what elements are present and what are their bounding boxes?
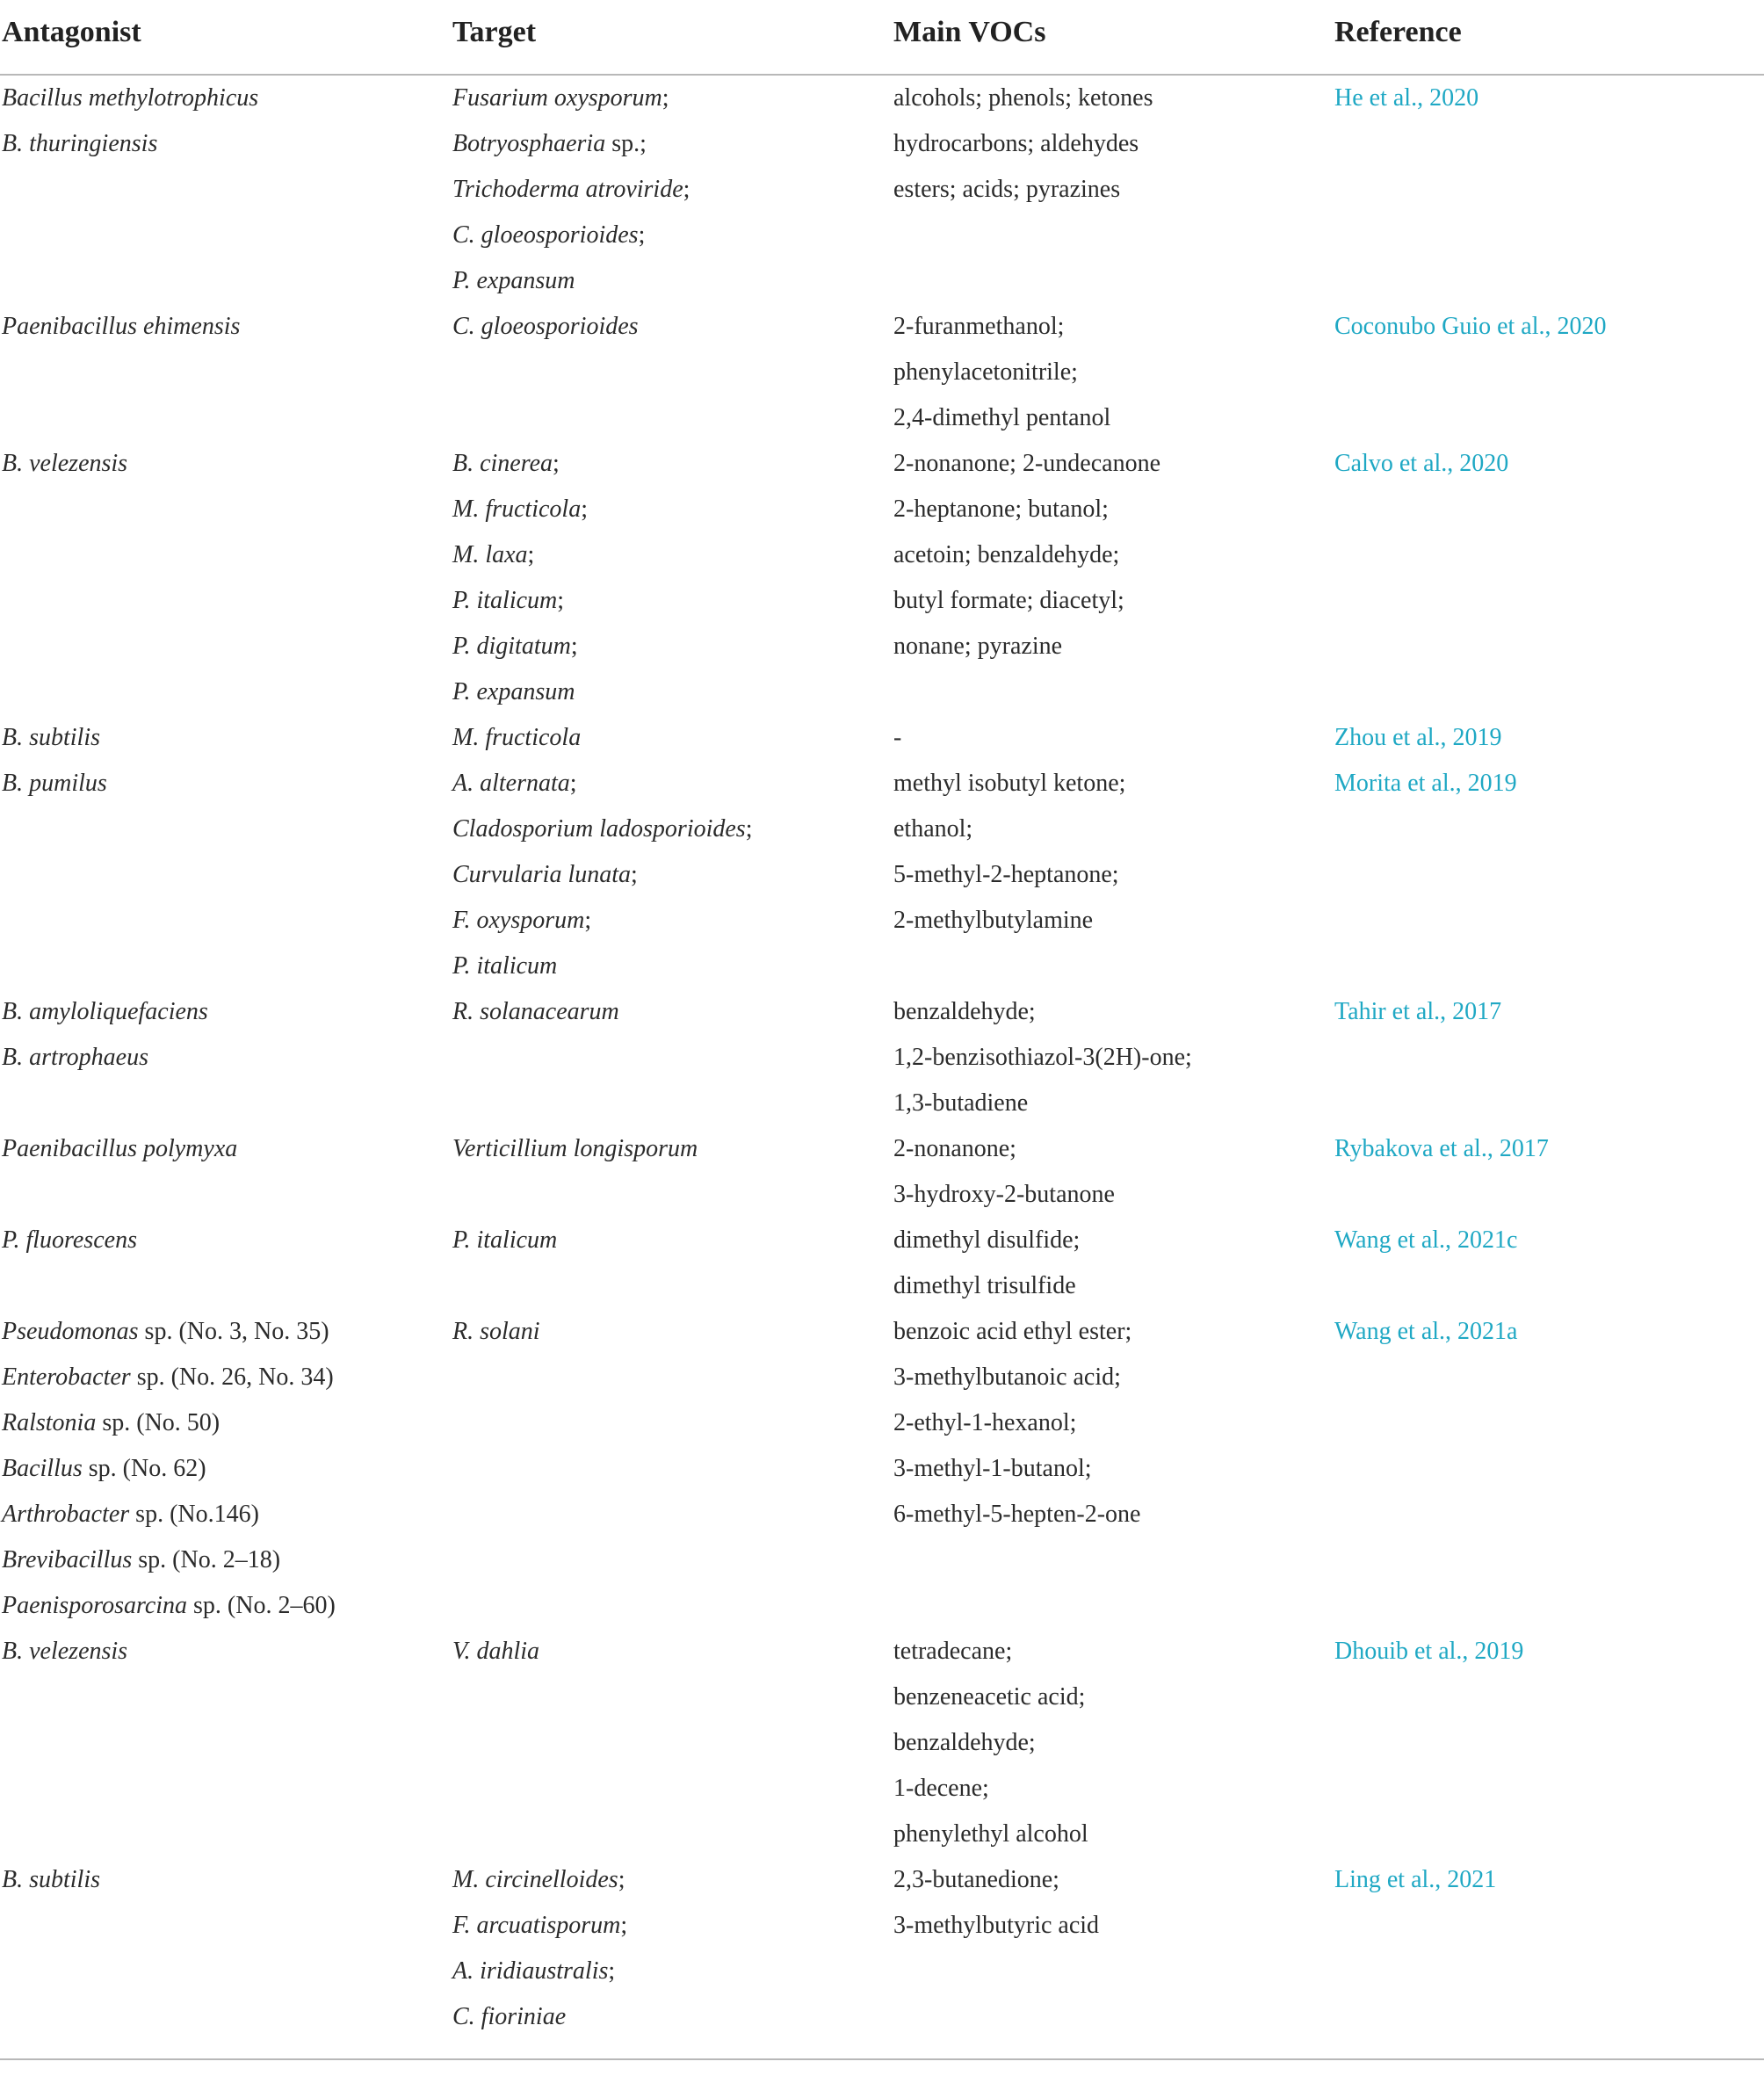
voc-line: benzaldehyde; (893, 1729, 1036, 1756)
voc-line: benzaldehyde; (893, 998, 1036, 1025)
reference-cell (1334, 1309, 1517, 1355)
voc-line: 1,2-benzisothiazol-3(2H)-one; (893, 1044, 1192, 1071)
taxon-name: B. subtilis (2, 1866, 101, 1893)
antagonist-cell (2, 715, 100, 761)
taxon-name: Bacillus methylotrophicus (2, 84, 259, 112)
antagonist-cell-line (2, 1218, 137, 1263)
voc-line: 2,3-butanedione; (893, 1866, 1059, 1893)
voc-line: 1-decene; (893, 1775, 989, 1802)
text-fragment: ; (527, 541, 535, 568)
voc-line: 2-methylbutylamine (893, 907, 1094, 934)
text-fragment: ; (620, 1912, 628, 1939)
taxon-name: Brevibacillus (2, 1546, 133, 1573)
vocs-cell (893, 304, 1110, 441)
vocs-cell (893, 989, 1192, 1126)
voc-line: alcohols; phenols; ketones (893, 84, 1153, 112)
voc-line: 3-methyl-1-butanol; (893, 1455, 1092, 1482)
target-cell-line (452, 1994, 627, 2040)
taxon-name: B. pumilus (2, 770, 107, 797)
vocs-cell (893, 76, 1153, 213)
target-cell (452, 304, 639, 350)
voc-line: 2-ethyl-1-hexanol; (893, 1409, 1077, 1436)
taxon-name: V. dahlia (452, 1638, 540, 1665)
taxon-name: Pseudomonas (2, 1318, 139, 1345)
table-row (0, 989, 1764, 1126)
reference-cell (1334, 761, 1517, 807)
target-cell-line (452, 669, 588, 715)
target-cell-line (452, 715, 581, 761)
reference-cell (1334, 1218, 1517, 1263)
table-row (0, 76, 1764, 304)
voc-line: benzeneacetic acid; (893, 1683, 1086, 1711)
vocs-cell (893, 761, 1125, 944)
reference-link[interactable]: He et al., 2020 (1334, 84, 1479, 112)
taxon-name: B. subtilis (2, 724, 101, 751)
antagonist-cell-line (2, 1446, 336, 1492)
target-cell-line (452, 989, 619, 1035)
voc-line: hydrocarbons; aldehydes (893, 130, 1139, 157)
taxon-name: Curvularia lunata (452, 861, 632, 888)
taxon-name: F. oxysporum (452, 907, 585, 934)
taxon-name: B. velezensis (2, 1638, 128, 1665)
reference-link[interactable]: Dhouib et al., 2019 (1334, 1638, 1524, 1665)
text-fragment: ; (631, 861, 638, 888)
voc-line: 1,3-butadiene (893, 1089, 1029, 1117)
antagonist-cell-line (2, 1400, 336, 1446)
reference-link[interactable]: Tahir et al., 2017 (1334, 998, 1502, 1025)
table-row (0, 1126, 1764, 1218)
vocs-cell (893, 1857, 1099, 1949)
taxon-name: P. expansum (452, 267, 575, 294)
text-fragment: ; (662, 84, 669, 112)
voc-line: tetradecane; (893, 1638, 1013, 1665)
text-fragment: sp. (No. 2–60) (187, 1592, 336, 1619)
antagonist-cell (2, 1629, 127, 1675)
antagonist-cell (2, 76, 258, 167)
taxon-name: A. alternata (452, 770, 570, 797)
vocs-cell (893, 441, 1160, 669)
taxon-name: C. fioriniae (452, 2003, 567, 2030)
table-row (0, 715, 1764, 761)
target-cell-line (452, 944, 752, 989)
taxon-name: Fusarium oxysporum (452, 84, 662, 112)
taxon-name: Paenisporosarcina (2, 1592, 188, 1619)
text-fragment: ; (553, 450, 560, 477)
target-cell-line (452, 532, 588, 578)
target-cell-line (452, 76, 690, 121)
taxon-name: Cladosporium ladosporioides (452, 815, 746, 843)
taxon-name: Verticillium longisporum (452, 1135, 698, 1162)
target-cell-line (452, 167, 690, 213)
target-cell (452, 76, 690, 304)
reference-link[interactable]: Rybakova et al., 2017 (1334, 1135, 1549, 1162)
reference-cell (1334, 1126, 1549, 1172)
taxon-name: Arthrobacter (2, 1501, 130, 1528)
target-cell (452, 1857, 627, 2040)
taxon-name: Enterobacter (2, 1364, 131, 1391)
text-fragment: ; (569, 770, 577, 797)
target-cell-line (452, 258, 690, 304)
reference-cell (1334, 1629, 1523, 1675)
antagonist-cell-line (2, 1537, 336, 1583)
bottom-rule (0, 2058, 1764, 2060)
target-cell (452, 989, 619, 1035)
vocs-cell (893, 1629, 1088, 1857)
text-fragment: ; (581, 495, 588, 523)
header-reference: Reference (1334, 16, 1462, 48)
target-cell-line (452, 761, 752, 807)
antagonist-cell (2, 989, 208, 1081)
table-row (0, 1309, 1764, 1629)
antagonist-cell-line (2, 1355, 336, 1400)
table-row (0, 304, 1764, 441)
antagonist-cell-line (2, 1309, 336, 1355)
target-cell (452, 441, 588, 715)
taxon-name: P. fluorescens (2, 1226, 137, 1254)
voc-line: 2-heptanone; butanol; (893, 495, 1109, 523)
voc-line: acetoin; benzaldehyde; (893, 541, 1120, 568)
text-fragment: sp. (No. 3, No. 35) (138, 1318, 329, 1345)
vocs-cell (893, 1309, 1140, 1537)
target-cell-line (452, 1126, 698, 1172)
taxon-name: Bacillus (2, 1455, 83, 1482)
target-cell-line (452, 1218, 557, 1263)
text-fragment: sp. (No. 62) (82, 1455, 206, 1482)
target-cell-line (452, 1857, 627, 1903)
target-cell (452, 761, 752, 989)
voc-line: benzoic acid ethyl ester; (893, 1318, 1132, 1345)
taxon-name: B. artrophaeus (2, 1044, 148, 1071)
target-cell-line (452, 304, 639, 350)
text-fragment: ; (745, 815, 753, 843)
target-cell (452, 715, 581, 761)
taxon-name: Ralstonia (2, 1409, 97, 1436)
voc-line: 2,4-dimethyl pentanol (893, 404, 1111, 431)
voc-line: nonane; pyrazine (893, 633, 1063, 660)
table-row (0, 441, 1764, 715)
reference-link[interactable]: Wang et al., 2021a (1334, 1318, 1518, 1345)
table-row (0, 1629, 1764, 1857)
reference-cell (1334, 1857, 1496, 1903)
antagonist-cell (2, 1857, 100, 1903)
text-fragment: ; (638, 221, 646, 249)
header-antagonist: Antagonist (2, 16, 141, 48)
target-cell-line (452, 213, 690, 258)
vocs-cell (893, 1126, 1115, 1218)
reference-link[interactable]: Coconubo Guio et al., 2020 (1334, 313, 1607, 340)
text-fragment: sp. (No. 50) (96, 1409, 220, 1436)
voc-line: dimethyl disulfide; (893, 1226, 1081, 1254)
text-fragment: sp.; (605, 130, 647, 157)
target-cell-line (452, 1949, 627, 1994)
vocs-cell (893, 715, 901, 761)
reference-link[interactable]: Morita et al., 2019 (1334, 770, 1517, 797)
antagonist-cell (2, 761, 107, 807)
taxon-name: M. fructicola (452, 724, 582, 751)
reference-cell (1334, 989, 1501, 1035)
text-fragment: ; (584, 907, 592, 934)
target-cell-line (452, 852, 752, 898)
taxon-name: R. solani (452, 1318, 540, 1345)
taxon-name: P. expansum (452, 678, 575, 705)
target-cell (452, 1218, 557, 1263)
antagonist-cell-line (2, 121, 258, 167)
antagonist-cell-line (2, 441, 127, 487)
voc-line: 2-nonanone; (893, 1135, 1016, 1162)
text-fragment: sp. (No.146) (129, 1501, 259, 1528)
reference-cell (1334, 76, 1478, 121)
voc-line: esters; acids; pyrazines (893, 176, 1121, 203)
text-fragment: ; (618, 1866, 625, 1893)
voc-line: dimethyl trisulfide (893, 1272, 1076, 1299)
antagonist-cell-line (2, 1035, 208, 1081)
antagonist-cell-line (2, 1629, 127, 1675)
antagonist-cell-line (2, 989, 208, 1035)
target-cell-line (452, 487, 588, 532)
antagonist-cell-line (2, 76, 258, 121)
taxon-name: B. amyloliquefaciens (2, 998, 208, 1025)
reference-cell (1334, 441, 1508, 487)
taxon-name: M. fructicola (452, 495, 582, 523)
taxon-name: Botryosphaeria (452, 130, 606, 157)
antagonist-cell (2, 441, 127, 487)
header-main-vocs: Main VOCs (893, 16, 1046, 48)
target-cell-line (452, 1629, 539, 1675)
target-cell-line (452, 441, 588, 487)
text-fragment: sp. (No. 26, No. 34) (130, 1364, 334, 1391)
reference-link[interactable]: Zhou et al., 2019 (1334, 724, 1502, 751)
reference-link[interactable]: Wang et al., 2021c (1334, 1226, 1518, 1254)
taxon-name: B. thuringiensis (2, 130, 158, 157)
voc-line: 3-methylbutyric acid (893, 1912, 1100, 1939)
voc-line: 3-hydroxy-2-butanone (893, 1181, 1115, 1208)
taxon-name: P. italicum (452, 587, 558, 614)
text-fragment: ; (557, 587, 565, 614)
antagonist-cell-line (2, 304, 240, 350)
taxon-name: C. gloeosporioides (452, 313, 639, 340)
voc-line: ethanol; (893, 815, 973, 843)
taxon-name: F. arcuatisporum (452, 1912, 621, 1939)
taxon-name: Paenibacillus polymyxa (2, 1135, 238, 1162)
reference-cell (1334, 715, 1502, 761)
antagonist-cell (2, 304, 240, 350)
taxon-name: B. cinerea (452, 450, 553, 477)
voc-line: phenylethyl alcohol (893, 1820, 1088, 1848)
target-cell-line (452, 898, 752, 944)
target-cell-line (452, 624, 588, 669)
antagonist-cell-line (2, 1126, 237, 1172)
voc-line: 3-methylbutanoic acid; (893, 1364, 1121, 1391)
table-header (0, 16, 1764, 69)
taxon-name: M. circinelloides (452, 1866, 618, 1893)
antagonist-cell (2, 1309, 336, 1629)
antagonist-cell-line (2, 1857, 100, 1903)
reference-link[interactable]: Ling et al., 2021 (1334, 1866, 1497, 1893)
antagonist-cell (2, 1126, 237, 1172)
voc-line: 2-furanmethanol; (893, 313, 1065, 340)
antagonist-cell-line (2, 715, 100, 761)
text-fragment: ; (570, 633, 578, 660)
target-cell-line (452, 1903, 627, 1949)
target-cell-line (452, 807, 752, 852)
voc-line: 6-methyl-5-hepten-2-one (893, 1501, 1141, 1528)
header-target: Target (452, 16, 537, 48)
target-cell (452, 1629, 539, 1675)
taxon-name: P. italicum (452, 1226, 558, 1254)
target-cell (452, 1126, 698, 1172)
antagonist-cell (2, 1218, 137, 1263)
table-row (0, 1218, 1764, 1309)
voc-line: butyl formate; diacetyl; (893, 587, 1124, 614)
reference-cell (1334, 304, 1607, 350)
voc-line: methyl isobutyl ketone; (893, 770, 1126, 797)
reference-link[interactable]: Calvo et al., 2020 (1334, 450, 1509, 477)
voc-line: 5-methyl-2-heptanone; (893, 861, 1119, 888)
text-fragment: sp. (No. 2–18) (132, 1546, 281, 1573)
taxon-name: B. velezensis (2, 450, 128, 477)
text-fragment: ; (683, 176, 690, 203)
table-row (0, 1857, 1764, 2040)
taxon-name: C. gloeosporioides (452, 221, 639, 249)
target-cell-line (452, 1309, 540, 1355)
taxon-name: R. solanacearum (452, 998, 619, 1025)
target-cell (452, 1309, 540, 1355)
antagonist-cell-line (2, 761, 107, 807)
target-cell-line (452, 578, 588, 624)
taxon-name: P. italicum (452, 952, 558, 980)
taxon-name: P. digitatum (452, 633, 571, 660)
target-cell-line (452, 121, 690, 167)
taxon-name: A. iridiaustralis (452, 1957, 609, 1985)
voc-line: phenylacetonitrile; (893, 358, 1078, 386)
antagonist-cell-line (2, 1492, 336, 1537)
voc-line: 2-nonanone; 2-undecanone (893, 450, 1160, 477)
taxon-name: M. laxa (452, 541, 528, 568)
table-row (0, 761, 1764, 989)
voc-line: - (893, 724, 902, 751)
vocs-cell (893, 1218, 1080, 1309)
taxon-name: Trichoderma atroviride (452, 176, 683, 203)
antagonist-cell-line (2, 1583, 336, 1629)
taxon-name: Paenibacillus ehimensis (2, 313, 241, 340)
text-fragment: ; (608, 1957, 616, 1985)
